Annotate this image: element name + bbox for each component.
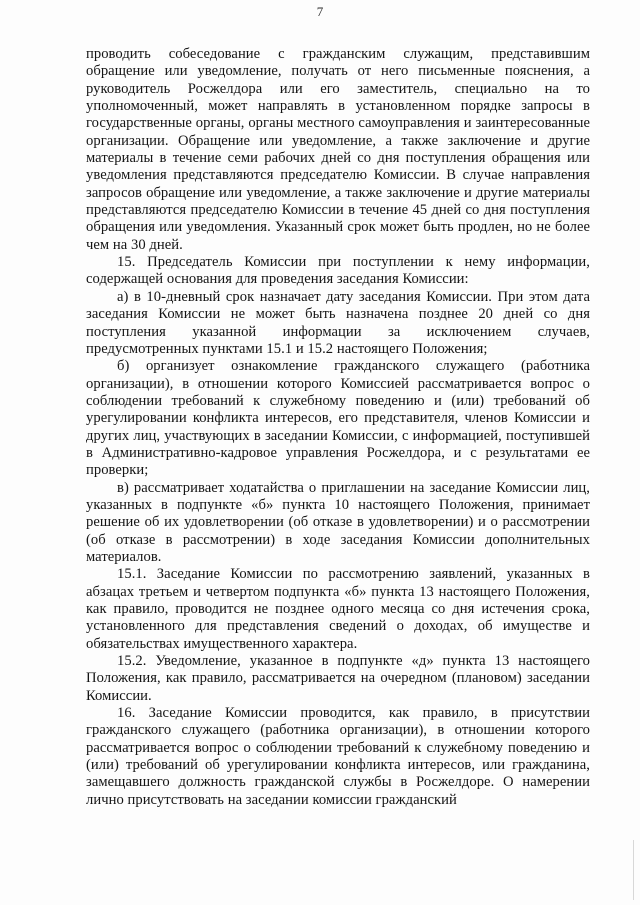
paragraph-subitem-v: в) рассматривает ходатайства о приглашении на заседание Комиссии лиц, указанных в подпункте «б» пункта 10 настоящего Положения, принимает решение об их удовлетворении (об отказе в удовлетворении) и о рассмотрении (об отказе в рассмотрении) в ходе заседания Комиссии дополнительных материалов. [86, 479, 590, 565]
paragraph-item-16: 16. Заседание Комиссии проводится, как правило, в присутствии гражданского служащего (работника организации), в отношении которого рассматривается вопрос о соблюдении требований к служебному поведению и (или) требований об урегулировании конфликта интересов, или гражданина, замещавшего должность гражданской службы в Росжелдоре. О намерении лично присутствовать на заседании комиссии гражданский [86, 705, 590, 808]
document-body [86, 46, 590, 809]
paragraph-item-15: 15. Председатель Комиссии при поступлении к нему информации, содержащей основания для проведения заседания Комиссии: [86, 254, 590, 288]
paragraph-subitem-b: б) организует ознакомление гражданского служащего (работника организации), в отношении которого Комиссией рассматривается вопрос о соблюдении требований к служебному поведению и (или) требований об урегулировании конфликта интересов, его представителя, членов Комиссии и других лиц, участвующих в заседании Комиссии, с информацией, поступившей в Административно-кадровое управления Росжелдора, и с результатами ее проверки; [86, 358, 590, 479]
paragraph-item-15-2: 15.2. Уведомление, указанное в подпункте «д» пункта 13 настоящего Положения, как правило, рассматривается на очередном (плановом) заседании Комиссии. [86, 653, 590, 704]
paragraph-item-15-1: 15.1. Заседание Комиссии по рассмотрению заявлений, указанных в абзацах третьем и четвертом подпункта «б» пункта 13 настоящего Положения, как правило, проводится не позднее одного месяца со дня истечения срока, установленного для представления сведений о доходах, об имуществе и обязательствах имущественного характера. [86, 566, 590, 652]
page-number: 7 [316, 4, 324, 19]
paragraph-continuation: проводить собеседование с гражданским служащим, представившим обращение или уведомление, получать от него письменные пояснения, а руководитель Росжелдора или его заместитель, специально на то уполномоченный, может направлять в установленном порядке запросы в государственные органы, органы местного самоуправления и заинтересованные организации. Обращение или уведомление, а также заключение и другие материалы в течение семи рабочих дней со дня поступления обращения или уведомления представляются председателю Комиссии. В случае направления запросов обращение или уведомление, а также заключение и другие материалы представляются председателю Комиссии в течение 45 дней со дня поступления обращения или уведомления. Указанный срок может быть продлен, но не более чем на 30 дней. [86, 46, 590, 253]
paragraph-subitem-a: а) в 10-дневный срок назначает дату заседания Комиссии. При этом дата заседания Комиссии не может быть назначена позднее 20 дней со дня поступления указанной информации за исключением случаев, предусмотренных пунктами 15.1 и 15.2 настоящего Положения; [86, 288, 590, 357]
scan-edge-mark [633, 840, 634, 900]
